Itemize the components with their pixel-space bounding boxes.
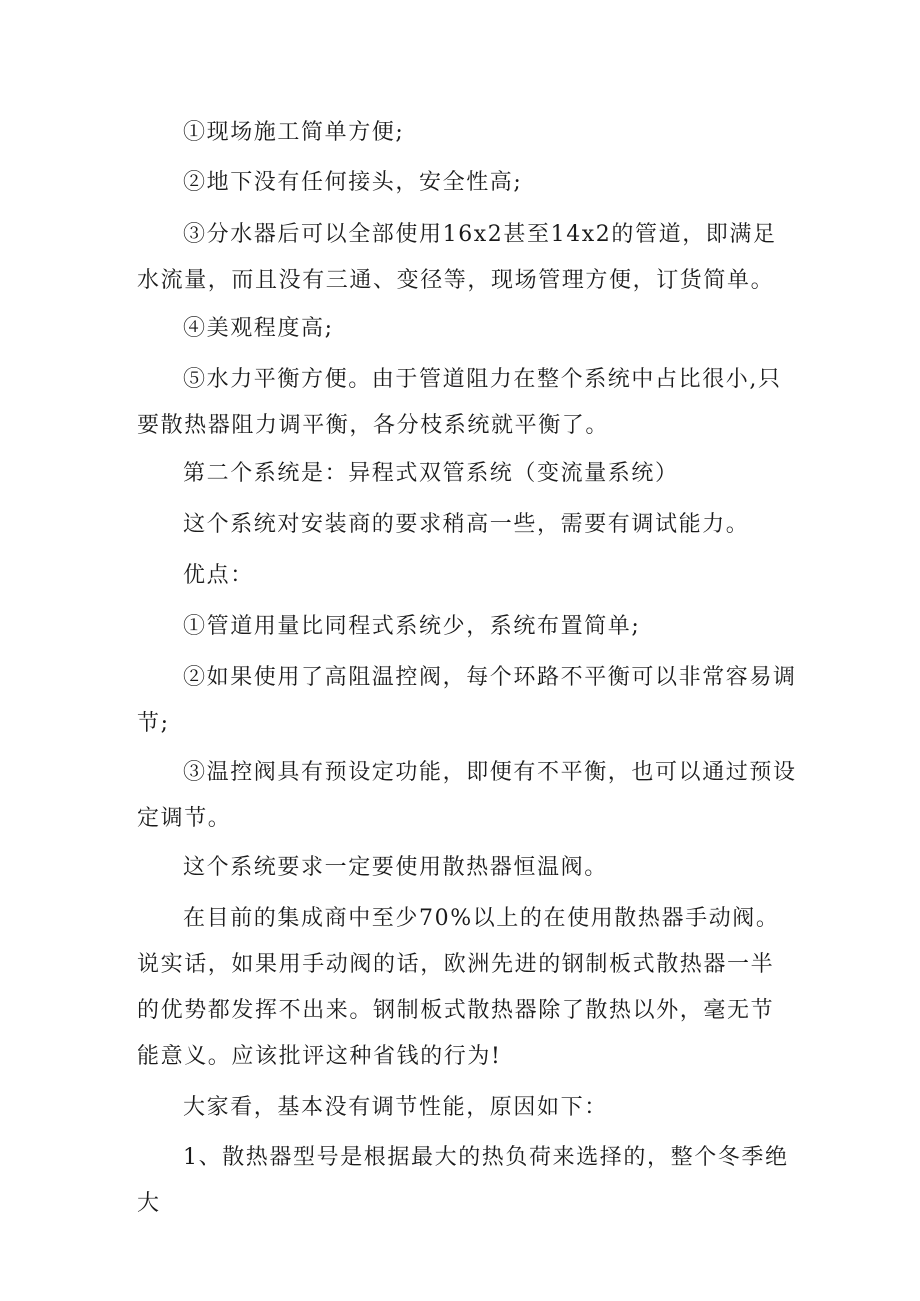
paragraph-3: ③分水器后可以全部使用16x2甚至14x2的管道，即满足水流量，而且没有三通、变径等，现场管理方便，订货简单。 bbox=[137, 222, 777, 293]
paragraph-2: ②地下没有任何接头，安全性高; bbox=[183, 170, 523, 195]
paragraph-12: 这个系统要求一定要使用散热器恒温阀。 bbox=[183, 855, 608, 880]
paragraph-6: 第二个系统是：异程式双管系统（变流量系统） bbox=[183, 461, 679, 486]
paragraph-13: 在目前的集成商中至少70%以上的在使用散热器手动阀。说实话，如果用手动阀的话，欧洲先进的钢制板式散热器一半的优势都发挥不出来。钢制板式散热器除了散热以外，毫无节能意义。应该批评这种省钱的行为! bbox=[137, 906, 780, 1069]
paragraph-5: ⑤水力平衡方便。由于管道阻力在整个系统中占比很小,只要散热器阻力调平衡，各分枝系统就平衡了。 bbox=[137, 367, 782, 438]
paragraph-4: ④美观程度高; bbox=[183, 316, 334, 341]
paragraph-9: ①管道用量比同程式系统少，系统布置简单; bbox=[183, 614, 641, 639]
paragraph-8: 优点： bbox=[183, 563, 254, 588]
paragraph-11: ③温控阀具有预设定功能，即便有不平衡，也可以通过预设定调节。 bbox=[137, 760, 797, 831]
paragraph-14: 大家看，基本没有调节性能，原因如下： bbox=[183, 1095, 608, 1120]
paragraph-7: 这个系统对安装商的要求稍高一些，需要有调试能力。 bbox=[183, 512, 750, 537]
paragraph-1: ①现场施工简单方便; bbox=[183, 120, 405, 145]
paragraph-10: ②如果使用了高阻温控阀，每个环路不平衡可以非常容易调节; bbox=[137, 665, 797, 736]
paragraph-15: 1、散热器型号是根据最大的热负荷来选择的，整个冬季绝大 bbox=[137, 1145, 789, 1216]
